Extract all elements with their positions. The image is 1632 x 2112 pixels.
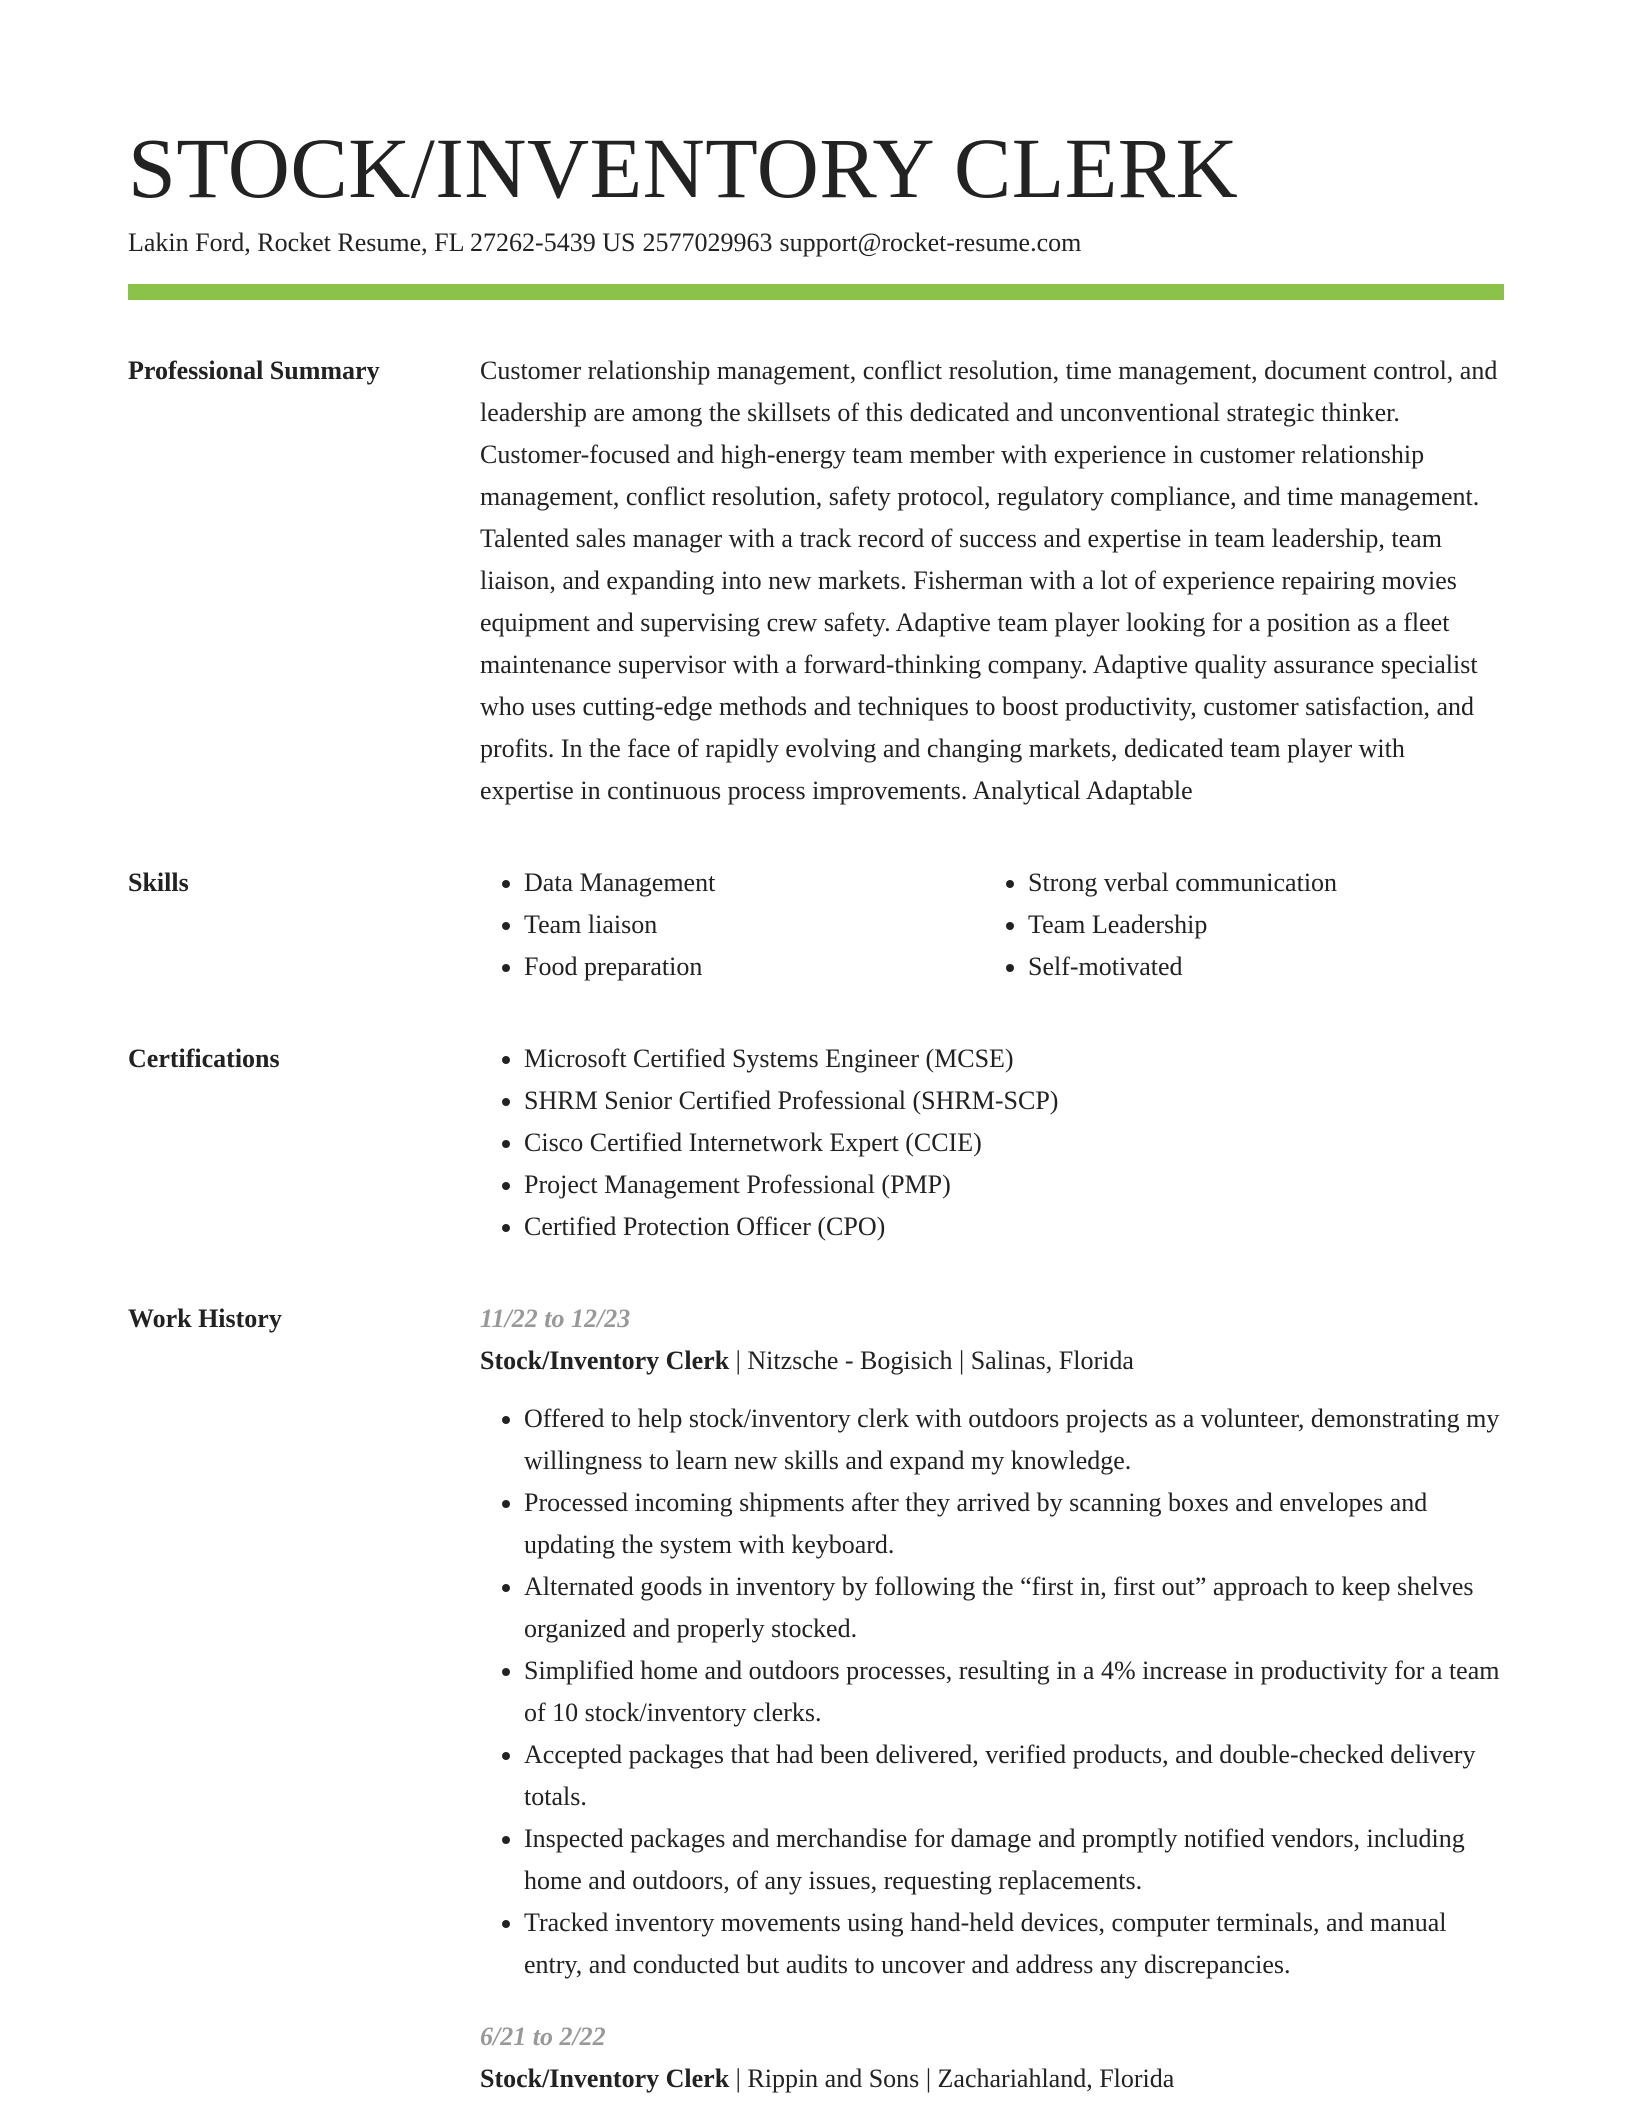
- job-bullet: • Processed incoming shipments after they arrived by scanning boxes and envelopes and updating the system with keyboard.: [524, 1482, 1504, 1566]
- certification-item: • Microsoft Certified Systems Engineer (MCSE): [524, 1038, 1504, 1080]
- certification-item: • Cisco Certified Internetwork Expert (CCIE): [524, 1122, 1504, 1164]
- certifications-section: [128, 1038, 1504, 1248]
- job-dates: 6/21 to 2/22: [480, 2022, 606, 2051]
- contact-email[interactable]: support@rocket-resume.com: [779, 228, 1082, 257]
- contact-phone: 2577029963: [642, 228, 773, 257]
- job-bullet: • Accepted packages that had been delivered, verified products, and double-checked delivery totals.: [524, 1734, 1504, 1818]
- job-location: Salinas, Florida: [970, 1346, 1134, 1375]
- certification-item: • Project Management Professional (PMP): [524, 1164, 1504, 1206]
- work-history-heading: Work History: [128, 1304, 282, 1333]
- summary-section: [128, 350, 1504, 812]
- skill-item: • Food preparation: [524, 946, 984, 988]
- certification-item: • Certified Protection Officer (CPO): [524, 1206, 1504, 1248]
- certifications-heading: Certifications: [128, 1044, 280, 1073]
- summary-heading: Professional Summary: [128, 356, 380, 385]
- certifications-list: [480, 1038, 1504, 1248]
- contact-address: Lakin Ford, Rocket Resume, FL 27262-5439 US: [128, 228, 636, 257]
- job-bullet: • Alternated goods in inventory by following the “first in, first out” approach to keep shelves organized and properly stocked.: [524, 1566, 1504, 1650]
- resume-title: STOCK/INVENTORY CLERK: [128, 120, 1239, 216]
- job-entry: [480, 1298, 1504, 1986]
- job-company: Nitzsche - Bogisich: [747, 1346, 953, 1375]
- skill-item: • Data Management: [524, 862, 984, 904]
- job-bullet: • Simplified home and outdoors processes, resulting in a 4% increase in productivity for a team of 10 stock/inventory clerks.: [524, 1650, 1504, 1734]
- skills-heading: Skills: [128, 868, 189, 897]
- skill-item: • Strong verbal communication: [1028, 862, 1504, 904]
- contact-line: [128, 226, 1504, 260]
- job-bullets: [480, 1398, 1504, 1986]
- job-bullet: • Tracked inventory movements using hand-held devices, computer terminals, and manual entry, and conducted but audits to uncover and address any discrepancies.: [524, 1902, 1504, 1986]
- job-dates: 11/22 to 12/23: [480, 1304, 631, 1333]
- job-header: Stock/Inventory Clerk | Rippin and Sons | Zachariahland, Florida: [480, 2064, 1175, 2093]
- skills-section: [128, 862, 1504, 988]
- job-bullet: • Offered to help stock/inventory clerk with outdoors projects as a volunteer, demonstrating my willingness to learn new skills and expand my knowledge.: [524, 1398, 1504, 1482]
- certification-item: • SHRM Senior Certified Professional (SHRM-SCP): [524, 1080, 1504, 1122]
- summary-text: Customer relationship management, conflict resolution, time management, document control, and leadership are among the skillsets of this dedicated and unconventional strategic thinker. Customer-focused and high-energy team member with experience in customer relationship management, conflict resolution, safety protocol, regulatory compliance, and time management. Talented sales manager with a track record of success and expertise in team leadership, team liaison, and expanding into new markets. Fisherman with a lot of experience repairing movies equipment and supervising crew safety. Adaptive team player looking for a position as a fleet maintenance supervisor with a forward-thinking company. Adaptive quality assurance specialist who uses cutting-edge methods and techniques to boost productivity, customer satisfaction, and profits. In the face of rapidly evolving and changing markets, dedicated team player with expertise in continuous process improvements. Analytical Adaptable: [480, 356, 1498, 805]
- job-bullet: • Inspected packages and merchandise for damage and promptly notified vendors, including home and outdoors, of any issues, requesting replacements.: [524, 1818, 1504, 1902]
- job-header: Stock/Inventory Clerk | Nitzsche - Bogisich | Salinas, Florida: [480, 1346, 1134, 1375]
- job-location: Zachariahland, Florida: [937, 2064, 1175, 2093]
- work-history-section: [128, 1298, 1504, 2100]
- job-company: Rippin and Sons: [747, 2064, 920, 2093]
- header-divider: [128, 284, 1504, 300]
- skills-list-right: [984, 862, 1504, 988]
- skill-item: • Self-motivated: [1028, 946, 1504, 988]
- job-entry: [480, 2016, 1504, 2100]
- resume-page: [128, 118, 1504, 2100]
- job-title: Stock/Inventory Clerk: [480, 1346, 730, 1375]
- job-title: Stock/Inventory Clerk: [480, 2064, 730, 2093]
- skill-item: • Team Leadership: [1028, 904, 1504, 946]
- skill-item: • Team liaison: [524, 904, 984, 946]
- skills-list-left: [480, 862, 984, 988]
